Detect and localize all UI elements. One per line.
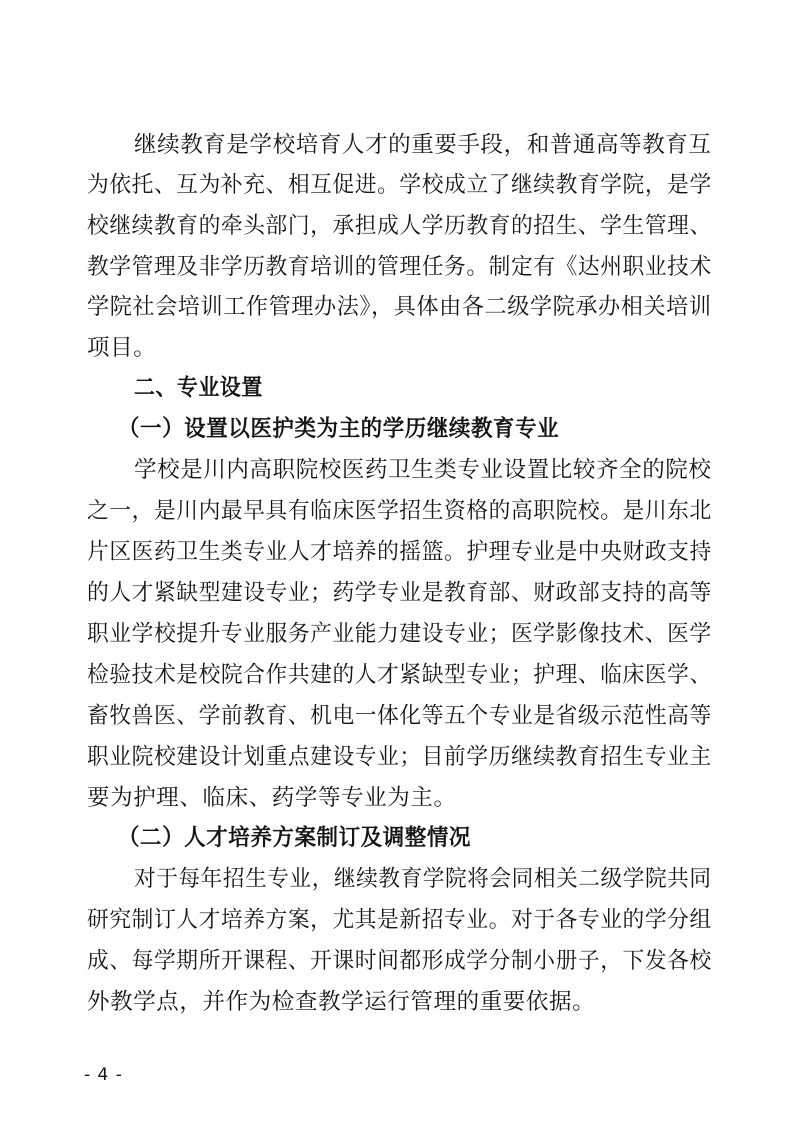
text-line: 职业学校提升专业服务产业能力建设专业；医学影像技术、医学 [87,621,712,647]
text-line: 校继续教育的牵头部门，承担成人学历教育的招生、学生管理、 [87,213,712,239]
text-line: 学院社会培训工作管理办法》，具体由各二级学院承办相关培训 [87,294,712,320]
text-line: 继续教育是学校培育人才的重要手段，和普通高等教育互 [134,132,712,158]
text-line: 学校是川内高职院校医药卫生类专业设置比较齐全的院校 [134,457,712,483]
text-line: 成、每学期所开课程、开课时间都形成学分制小册子，下发各校 [87,948,712,974]
text-line: 项目。 [87,335,157,361]
subsection-heading: （一）设置以医护类为主的学历继续教育专业 [118,416,560,442]
text-line: 检验技术是校院合作共建的人才紧缺型专业；护理、临床医学、 [87,662,712,688]
text-line: 外教学点，并作为检查教学运行管理的重要依据。 [87,989,596,1015]
text-line: 片区医药卫生类专业人才培养的摇篮。护理专业是中央财政支持 [87,539,712,565]
text-line: 的人才紧缺型建设专业；药学专业是教育部、财政部支持的高等 [87,580,712,606]
text-line: 对于每年招生专业，继续教育学院将会同相关二级学院共同 [134,866,712,892]
text-line: 要为护理、临床、药学等专业为主。 [87,785,457,811]
page-number: - 4 - [84,1065,123,1085]
text-line: 教学管理及非学历教育培训的管理任务。制定有《达州职业技术 [87,254,712,280]
text-line: 研究制订人才培养方案，尤其是新招专业。对于各专业的学分组 [87,907,712,933]
text-line: 职业院校建设计划重点建设专业；目前学历继续教育招生专业主 [87,744,712,770]
subsection-heading: （二）人才培养方案制订及调整情况 [118,825,471,851]
section-heading: 二、专业设置 [134,375,263,401]
text-line: 畜牧兽医、学前教育、机电一体化等五个专业是省级示范性高等 [87,703,712,729]
text-line: 之一，是川内最早具有临床医学招生资格的高职院校。是川东北 [87,498,712,524]
text-line: 为依托、互为补充、相互促进。学校成立了继续教育学院，是学 [87,172,712,198]
